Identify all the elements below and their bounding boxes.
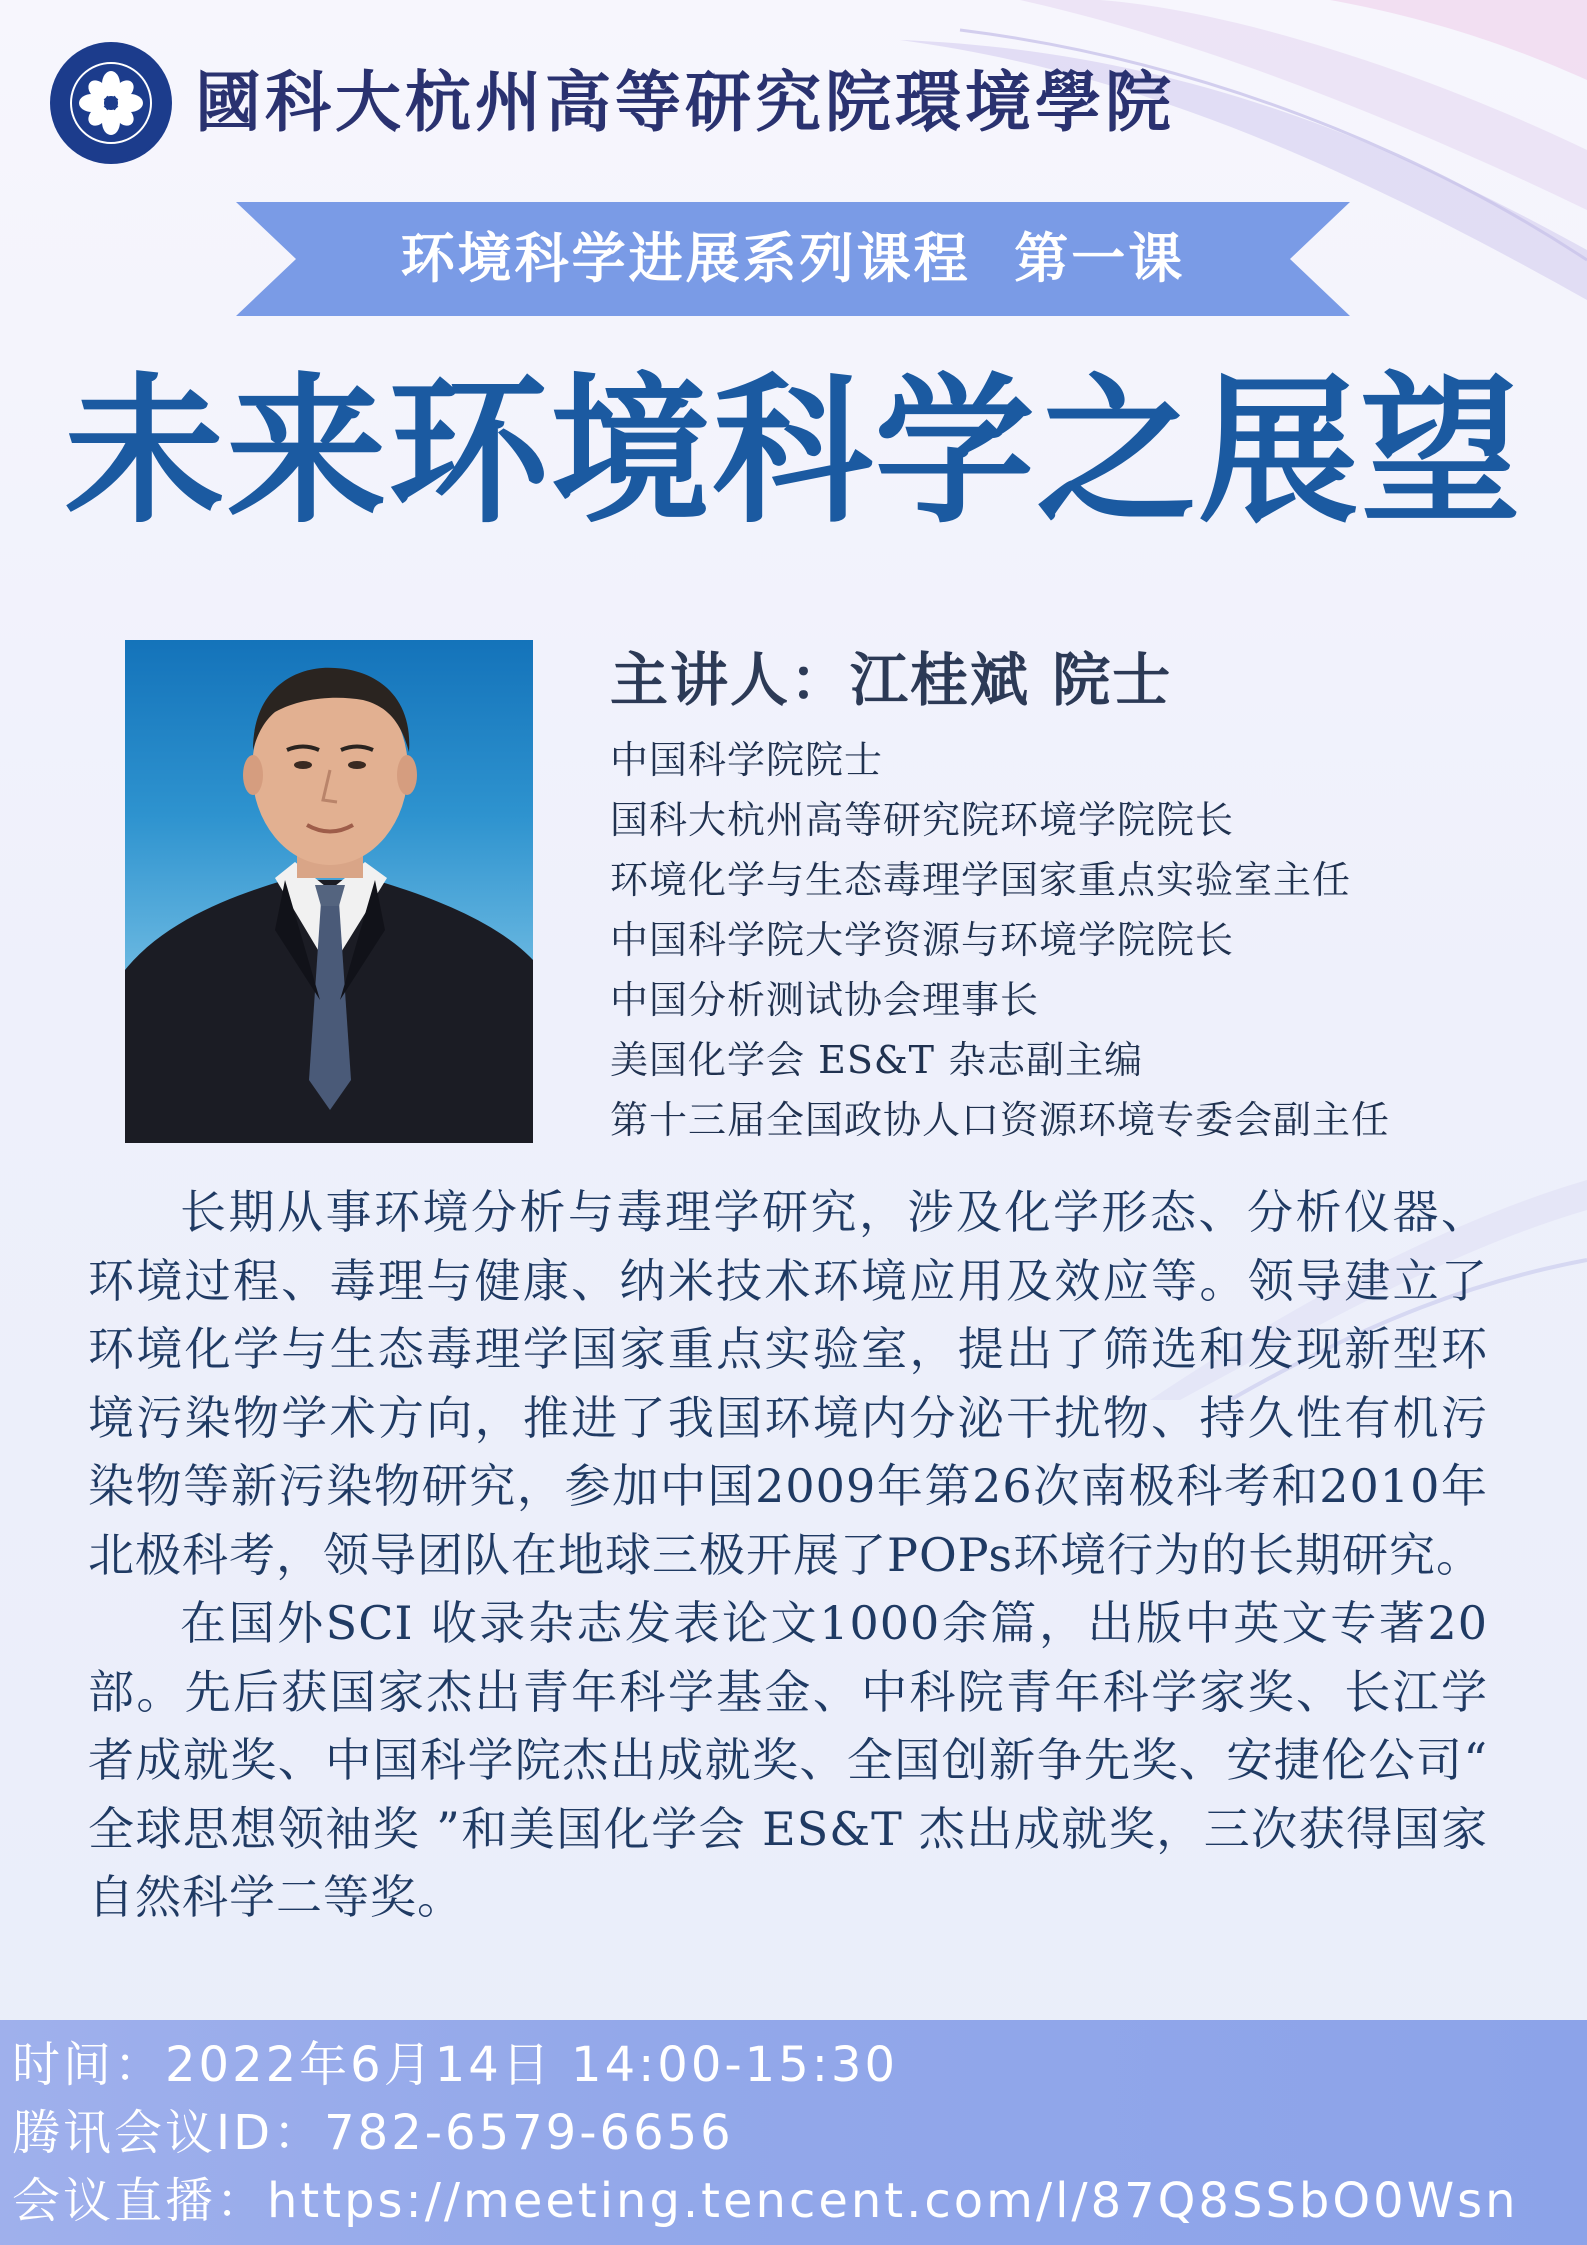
speaker-biography [88,1178,1488,1932]
event-time: 时间：2022年6月14日 14:00-15:30 [12,2037,899,2093]
speaker-title-item: 中国科学院院士 [610,738,884,782]
speaker-photo [125,640,533,1143]
bio-paragraph: 在国外SCI 收录杂志发表论文1000余篇，出版中英文专著20部。先后获国家杰出青年科学基金、中科院青年科学家奖、长江学者成就奖、中国科学院杰出成就奖、全国创新争先奖、安捷伦公司“ 全球思想领袖奖 ”和美国化学会 ES&T 杰出成就奖，三次获得国家自然科学二等奖。 [88,1596,1488,1924]
meeting-id: 腾讯会议ID：782-6579-6656 [12,2105,734,2161]
speaker-title-item: 环境化学与生态毒理学国家重点实验室主任 [610,858,1352,902]
bio-paragraph: 长期从事环境分析与毒理学研究，涉及化学形态、分析仪器、环境过程、毒理与健康、纳米技术环境应用及效应等。领导建立了环境化学与生态毒理学国家重点实验室，提出了筛选和发现新型环境污染物学术方向，推进了我国环境内分泌干扰物、持久性有机污染物等新污染物研究，参加中国2009年第26次南极科考和2010年北极科考，领导团队在地球三极开展了POPs环境行为的长期研究。 [88,1185,1488,1582]
event-info-band [0,2020,1587,2245]
institute-name: 國科大杭州高等研究院環境學院 [195,63,1175,141]
live-stream-link[interactable]: 会议直播：https://meeting.tencent.com/l/87Q8SSbO0Wsn [12,2173,1519,2229]
cas-flower-emblem-icon [50,42,172,164]
lecture-title: 未来环境科学之展望 [64,358,1523,545]
speaker-title-item: 中国科学院大学资源与环境学院院长 [610,918,1235,962]
cas-logo [50,42,172,164]
speaker-titles-list [610,730,1510,1150]
speaker-heading: 主讲人：江桂斌 院士 [610,646,1173,714]
speaker-portrait-illustration [125,640,533,1143]
speaker-title-item: 国科大杭州高等研究院环境学院院长 [610,798,1235,842]
speaker-title-item: 美国化学会 ES&T 杂志副主编 [610,1038,1144,1082]
speaker-title-item: 中国分析测试协会理事长 [610,978,1040,1022]
course-label: 环境科学进展系列课程 第一课 [400,227,1186,290]
speaker-title-item: 第十三届全国政协人口资源环境专委会副主任 [610,1098,1391,1142]
